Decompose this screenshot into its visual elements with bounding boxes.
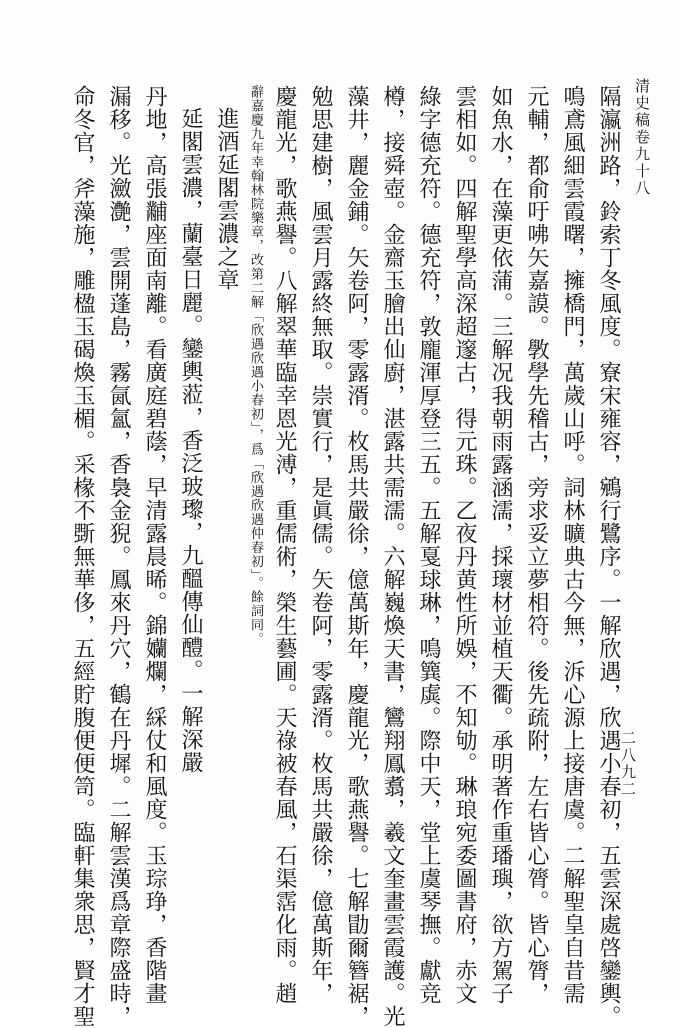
text-column: 元輔，都俞吁咈矢嘉謨。斆學先稽古，旁求妥立夢相符。後先疏附，左右皆心膂。皆心膂， bbox=[524, 85, 549, 1005]
section-heading: 進酒延閣雲濃之章 bbox=[214, 107, 239, 291]
text-column: 漏移。光瀲灔，雲開蓬島，霧氤氳，香裊金猊。鳳來丹穴，鶴在丹墀。二解雲漢爲章際盛時， bbox=[106, 85, 131, 1028]
text-column: 如魚水，在藻更依蒲。三解况我朝雨露涵濡，採瓌材並植天衢。承明著作重璠璵，欲方駕子 bbox=[488, 85, 513, 1005]
running-header-title: 清史稿卷九十八 bbox=[633, 78, 651, 197]
text-column: 慶龍光，歌燕譽。八解翠華臨幸恩光溥，重儒術，榮生藝圃。天祿被春風，石渠霑化雨。趙 bbox=[272, 85, 297, 1005]
text-column: 雲相如。四解聖學高深超邃古，得元珠。乙夜丹黄性所娛，不知劬。琳琅宛委圖書府，赤文 bbox=[452, 85, 477, 1005]
text-column: 鳴鳶風細雲霞曙，擁橋門，萬歲山呼。詞林曠典古今無，泝心源上接唐虞。二解聖皇自昔需 bbox=[560, 85, 585, 1005]
text-column-note: 辭嘉慶九年幸翰林院樂章，改第二解「欣遇欣遇小春初」，爲「欣遇欣遇仲春初」。餘詞同。 bbox=[248, 85, 263, 646]
text-column: 丹地，高張黼座面南離。看廣庭碧蔭，早清露晨晞。錦孏爛，綵仗和風度。玉琮琤，香階畫 bbox=[142, 85, 167, 1005]
text-column: 命冬官，斧藻施，雕楹玉碣煥玉楣。采椽不斲無華侈，五經貯腹便便笥。臨軒集衆思，賢才聖 bbox=[70, 85, 95, 1028]
text-column: 延閣雲濃，蘭臺日麗。鑾輿蒞，香泛玻瓈，九醞傳仙醴。一解深嚴 bbox=[178, 107, 203, 774]
text-column: 綠字德充符。德充符，敦龐渾厚登三五。五解戛球琳，鳴簨虡。際中天，堂上虞琴撫。獻竞 bbox=[416, 85, 441, 1005]
text-column: 樽，接舜壺。金齋玉膾出仙廚，湛露共需濡。六解巍煥天書，鸞翔鳳翥，羲文奎畫雲霞護。光 bbox=[380, 85, 405, 1028]
running-header-page-number: 二八九二 bbox=[619, 730, 637, 798]
text-column: 藻井，麗金鋪。矢卷阿，零露湑。枚馬共嚴徐，億萬斯年，慶龍光，歌燕譽。七解勖爾簪裾， bbox=[344, 85, 369, 1028]
text-column: 隔瀛洲路，鈴索丁冬風度。寮宋雍容，鵷行鷺序。一解欣遇，欣遇小春初，五雲深處啓鑾輿。 bbox=[596, 85, 621, 1028]
text-column: 勉思建樹，風雲月露終無取。崇實行，是眞儒。矢卷阿，零露湑。枚馬共嚴徐，億萬斯年， bbox=[308, 85, 333, 1005]
body-text bbox=[64, 85, 626, 1028]
